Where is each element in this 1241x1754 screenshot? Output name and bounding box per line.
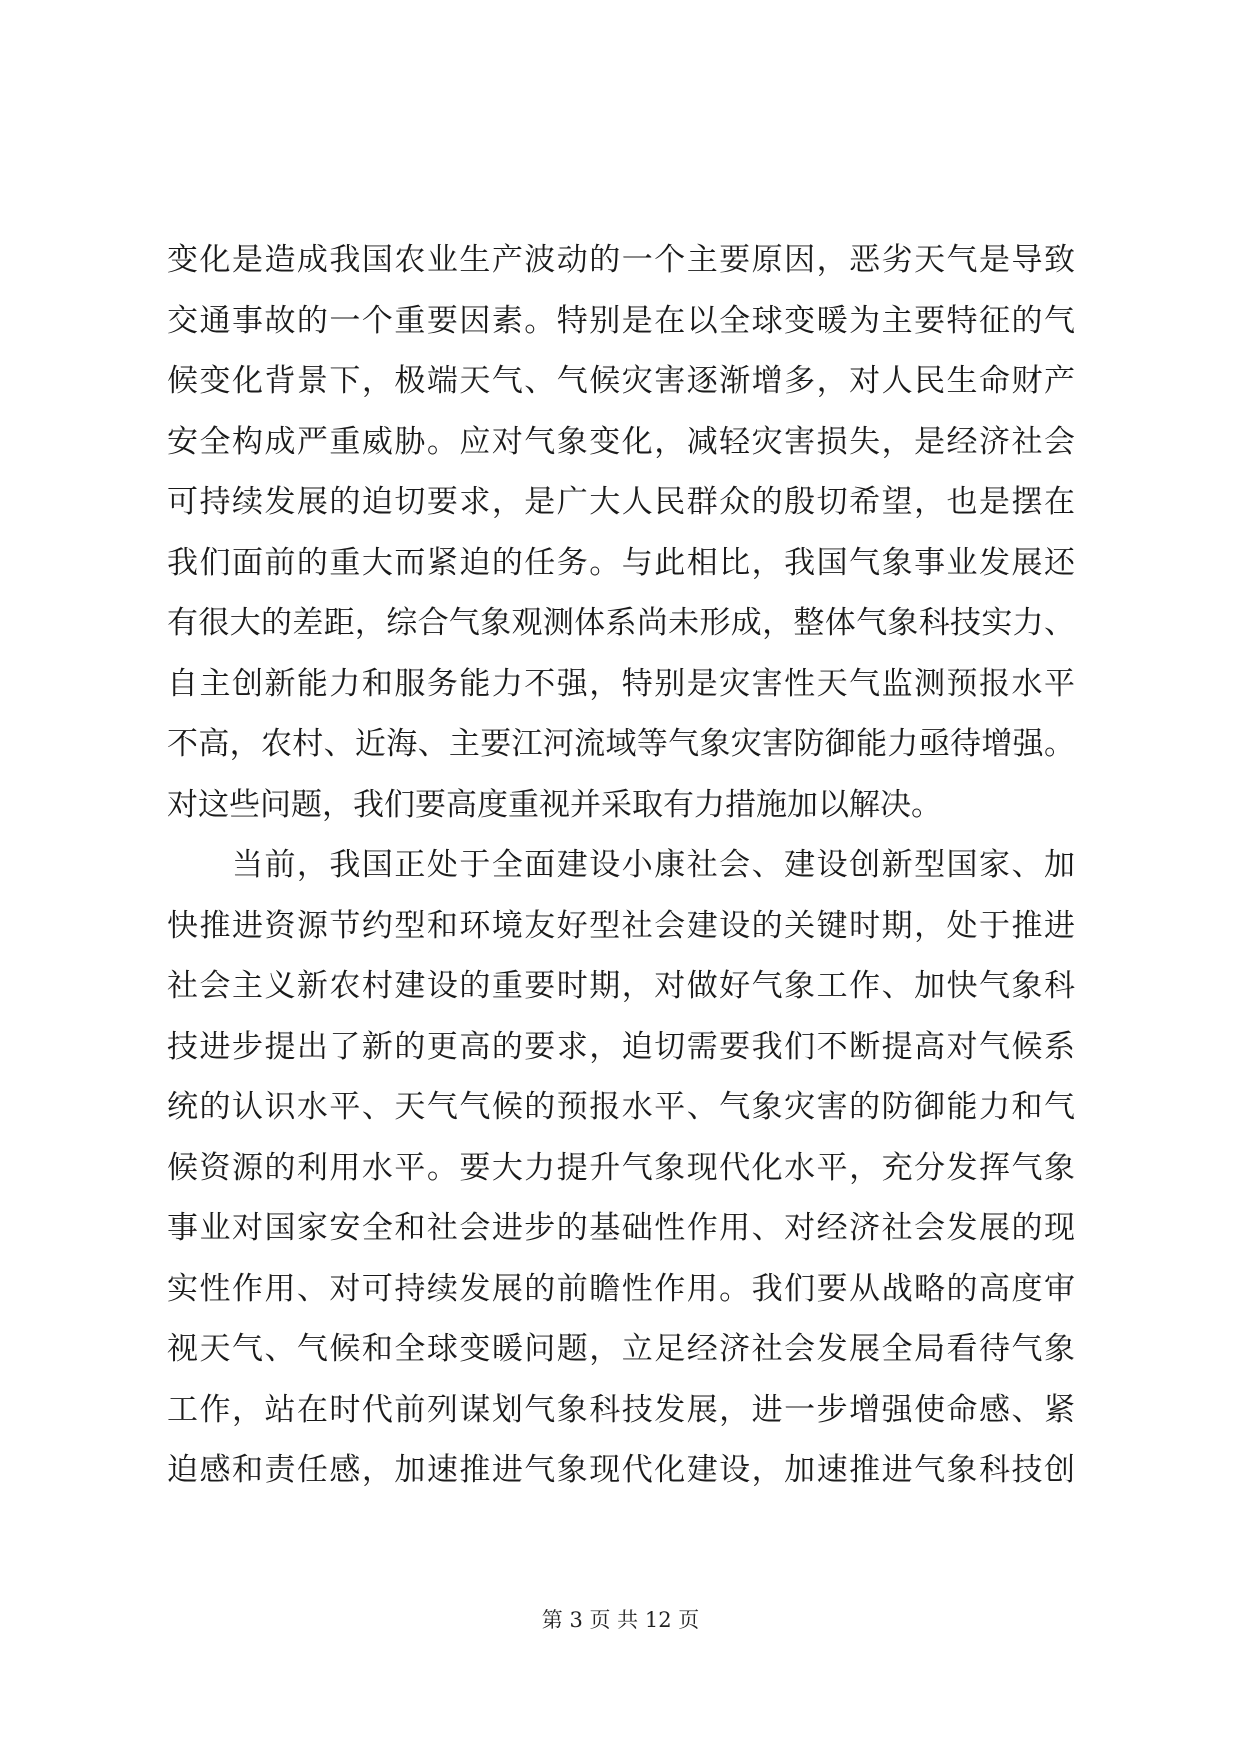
text-line: 迫感和责任感，加速推进气象现代化建设，加速推进气象科技创 bbox=[167, 1452, 1075, 1488]
text-line: 快推进资源节约型和环境友好型社会建设的关键时期，处于推进 bbox=[167, 907, 1075, 944]
text-line: 变化是造成我国农业生产波动的一个主要原因，恶劣天气是导致 bbox=[167, 242, 1075, 278]
text-line: 工作，站在时代前列谋划气象科技发展，进一步增强使命感、紧 bbox=[167, 1391, 1075, 1428]
text-line: 不高，农村、近海、主要江河流域等气象灾害防御能力亟待增强。 bbox=[167, 726, 1075, 762]
text-line: 候资源的利用水平。要大力提升气象现代化水平，充分发挥气象 bbox=[167, 1149, 1075, 1186]
text-line: 交通事故的一个重要因素。特别是在以全球变暖为主要特征的气 bbox=[167, 302, 1075, 339]
text-line: 安全构成严重威胁。应对气象变化，减轻灾害损失，是经济社会 bbox=[167, 423, 1075, 460]
text-line: 视天气、气候和全球变暖问题，立足经济社会发展全局看待气象 bbox=[167, 1331, 1075, 1367]
text-line: 自主创新能力和服务能力不强，特别是灾害性天气监测预报水平 bbox=[167, 665, 1075, 702]
text-line: 有很大的差距，综合气象观测体系尚未形成，整体气象科技实力、 bbox=[167, 605, 1075, 641]
paragraph-end-line: 对这些问题，我们要高度重视并采取有力措施加以解决。 bbox=[167, 786, 942, 823]
text-line: 我们面前的重大而紧迫的任务。与此相比，我国气象事业发展还 bbox=[167, 544, 1075, 581]
page-footer: 第 3 页 共 12 页 bbox=[541, 1608, 700, 1632]
text-line: 实性作用、对可持续发展的前瞻性作用。我们要从战略的高度审 bbox=[167, 1270, 1075, 1307]
text-line: 事业对国家安全和社会进步的基础性作用、对经济社会发展的现 bbox=[167, 1210, 1075, 1246]
text-line: 统的认识水平、天气气候的预报水平、气象灾害的防御能力和气 bbox=[167, 1089, 1075, 1125]
paragraph-start-line: 当前，我国正处于全面建设小康社会、建设创新型国家、加 bbox=[167, 847, 1075, 883]
text-line: 社会主义新农村建设的重要时期，对做好气象工作、加快气象科 bbox=[167, 968, 1075, 1004]
body-text bbox=[167, 230, 1075, 1501]
text-line: 可持续发展的迫切要求，是广大人民群众的殷切希望，也是摆在 bbox=[167, 484, 1075, 520]
text-line: 技进步提出了新的更高的要求，迫切需要我们不断提高对气候系 bbox=[167, 1028, 1075, 1065]
text-line: 候变化背景下，极端天气、气候灾害逐渐增多，对人民生命财产 bbox=[167, 363, 1075, 399]
